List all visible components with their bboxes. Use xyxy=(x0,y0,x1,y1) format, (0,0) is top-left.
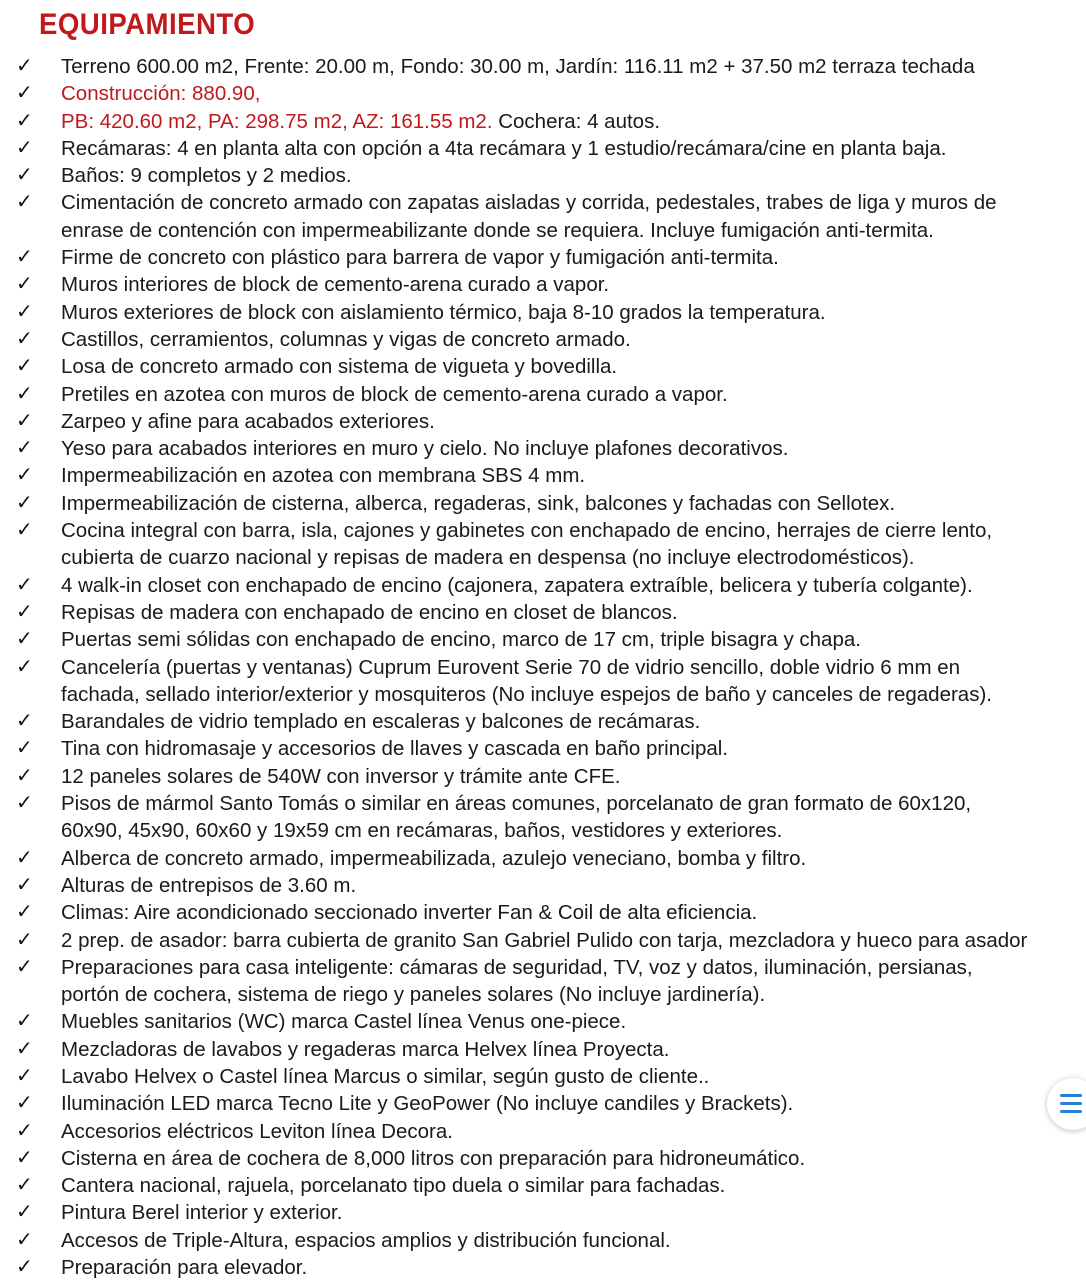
list-item-line: Climas: Aire acondicionado seccionado inverter Fan & Coil de alta eficiencia. xyxy=(61,901,758,925)
list-item xyxy=(0,189,1086,244)
checkmark-icon: ✓ xyxy=(16,1256,33,1279)
list-item-text xyxy=(61,1145,805,1172)
list-item xyxy=(0,735,1086,762)
checkmark-icon: ✓ xyxy=(16,873,33,896)
list-item-text xyxy=(61,1090,793,1117)
list-item-text xyxy=(61,927,1027,954)
list-item-text xyxy=(61,80,260,107)
list-item-line: Pretiles en azotea con muros de block de cemento-arena curado a vapor. xyxy=(61,382,728,406)
list-item-text xyxy=(61,1199,342,1226)
list-item-text xyxy=(61,1254,307,1281)
list-item-text xyxy=(61,408,435,435)
list-item xyxy=(0,435,1086,462)
list-item-text xyxy=(61,1118,453,1145)
checkmark-icon: ✓ xyxy=(16,82,33,105)
checkmark-icon: ✓ xyxy=(16,1119,33,1142)
hamburger-menu-icon xyxy=(1060,1094,1082,1118)
checkmark-icon: ✓ xyxy=(16,327,33,350)
list-item xyxy=(0,790,1086,845)
list-item xyxy=(0,462,1086,489)
checkmark-icon: ✓ xyxy=(16,1037,33,1060)
list-item xyxy=(0,1063,1086,1090)
checkmark-icon: ✓ xyxy=(16,491,33,514)
list-item-line: Cochera: 4 autos. xyxy=(492,109,661,133)
checkmark-icon: ✓ xyxy=(16,273,33,296)
list-item-line: Repisas de madera con enchapado de encino en closet de blancos. xyxy=(61,600,678,624)
list-item xyxy=(0,271,1086,298)
checkmark-icon: ✓ xyxy=(16,600,33,623)
list-item-text xyxy=(61,899,757,926)
checkmark-icon: ✓ xyxy=(16,1146,33,1169)
list-item xyxy=(0,53,1086,80)
list-item-text xyxy=(61,517,992,572)
list-item xyxy=(0,162,1086,189)
list-item xyxy=(0,1036,1086,1063)
checkmark-icon: ✓ xyxy=(16,136,33,159)
list-item-text xyxy=(61,1063,709,1090)
list-item xyxy=(0,1254,1086,1281)
list-item-line: Alturas de entrepisos de 3.60 m. xyxy=(61,873,357,897)
list-item-text xyxy=(61,189,997,244)
list-item xyxy=(0,135,1086,162)
checkmark-icon: ✓ xyxy=(16,437,33,460)
list-item-text xyxy=(61,462,585,489)
list-item xyxy=(0,654,1086,709)
list-item-line: 12 paneles solares de 540W con inversor y trámite ante CFE. xyxy=(61,764,621,788)
list-item-line: Losa de concreto armado con sistema de vigueta y bovedilla. xyxy=(61,355,618,379)
list-item-text xyxy=(61,353,617,380)
list-item-line: Yeso para acabados interiores en muro y cielo. No incluye plafones decorativos. xyxy=(61,437,789,461)
list-item xyxy=(0,572,1086,599)
list-item xyxy=(0,1172,1086,1199)
list-item-line: Cocina integral con barra, isla, cajones y gabinetes con enchapado de encino, herrajes de cierre lento, xyxy=(61,519,993,543)
list-item-line: Baños: 9 completos y 2 medios. xyxy=(61,164,352,188)
list-item-text xyxy=(61,381,728,408)
list-item-line: Terreno 600.00 m2, Frente: 20.00 m, Fondo: 30.00 m, Jardín: 116.11 m2 + 37.50 m2 terraza techada xyxy=(61,55,975,78)
list-item-line: Firme de concreto con plástico para barrera de vapor y fumigación anti-termita. xyxy=(61,246,779,270)
list-item-text xyxy=(61,53,975,80)
list-item-text xyxy=(61,790,971,845)
list-item-line: Tina con hidromasaje y accesorios de llaves y cascada en baño principal. xyxy=(61,737,728,761)
list-item-line: Impermeabilización en azotea con membrana SBS 4 mm. xyxy=(61,464,586,488)
list-item xyxy=(0,381,1086,408)
list-item xyxy=(0,1227,1086,1254)
checkmark-icon: ✓ xyxy=(16,109,33,132)
list-item xyxy=(0,299,1086,326)
list-item-continuation: cubierta de cuarzo nacional y repisas de madera en despensa (no incluye electrodomésticos). xyxy=(61,546,915,570)
list-item-text xyxy=(61,244,779,271)
list-item-text xyxy=(61,1008,626,1035)
list-item-text xyxy=(61,435,788,462)
list-item xyxy=(0,1008,1086,1035)
list-item-text xyxy=(61,599,678,626)
list-item-line: Cantera nacional, rajuela, porcelanato tipo duela o similar para fachadas. xyxy=(61,1174,726,1198)
list-item-line: Preparación para elevador. xyxy=(61,1256,308,1280)
list-item-text xyxy=(61,1036,669,1063)
checkmark-icon: ✓ xyxy=(16,191,33,214)
list-item xyxy=(0,517,1086,572)
list-item-line: Lavabo Helvex o Castel línea Marcus o similar, según gusto de cliente.. xyxy=(61,1064,710,1088)
list-item xyxy=(0,244,1086,271)
checkmark-icon: ✓ xyxy=(16,246,33,269)
list-item-text xyxy=(61,954,973,1009)
list-item-line: Pisos de mármol Santo Tomás o similar en áreas comunes, porcelanato de gran formato de 60x120, xyxy=(61,792,972,816)
list-item-line: Preparaciones para casa inteligente: cámaras de seguridad, TV, voz y datos, iluminación, persianas, xyxy=(61,955,973,979)
checkmark-icon: ✓ xyxy=(16,409,33,432)
list-item xyxy=(0,1145,1086,1172)
list-item-text xyxy=(61,763,620,790)
list-item-line: Barandales de vidrio templado en escaleras y balcones de recámaras. xyxy=(61,710,701,734)
list-item xyxy=(0,927,1086,954)
checkmark-icon: ✓ xyxy=(16,955,33,978)
list-item-line: Accesorios eléctricos Leviton línea Decora. xyxy=(61,1119,453,1143)
list-item xyxy=(0,80,1086,107)
list-item-line: Accesos de Triple-Altura, espacios amplios y distribución funcional. xyxy=(61,1228,671,1252)
list-item xyxy=(0,108,1086,135)
list-item-line: Muros exteriores de block con aislamiento térmico, baja 8-10 grados la temperatura. xyxy=(61,300,826,324)
list-item xyxy=(0,1199,1086,1226)
list-item xyxy=(0,954,1086,1009)
list-item-continuation: 60x90, 45x90, 60x60 y 19x59 cm en recámaras, baños, vestidores y exteriores. xyxy=(61,819,783,843)
checkmark-icon: ✓ xyxy=(16,655,33,678)
list-item xyxy=(0,1118,1086,1145)
list-item-line: Muros interiores de block de cemento-arena curado a vapor. xyxy=(61,273,610,297)
checkmark-icon: ✓ xyxy=(16,901,33,924)
list-item-text xyxy=(61,135,946,162)
list-item-line: Zarpeo y afine para acabados exteriores. xyxy=(61,409,435,433)
list-item-line: Cimentación de concreto armado con zapatas aisladas y corrida, pedestales, trabes de liga y muros de xyxy=(61,191,997,215)
checkmark-icon: ✓ xyxy=(16,628,33,651)
list-item-line: Impermeabilización de cisterna, alberca, regaderas, sink, balcones y fachadas con Sellotex. xyxy=(61,491,896,515)
list-item xyxy=(0,1090,1086,1117)
checkmark-icon: ✓ xyxy=(16,1174,33,1197)
list-item-line: Mezcladoras de lavabos y regaderas marca Helvex línea Proyecta. xyxy=(61,1037,670,1061)
checkmark-icon: ✓ xyxy=(16,164,33,187)
list-item-text xyxy=(61,490,895,517)
list-item-text xyxy=(61,572,973,599)
list-item-continuation: portón de cochera, sistema de riego y paneles solares (No incluye jardinería). xyxy=(61,983,766,1007)
list-item-line: Muebles sanitarios (WC) marca Castel línea Venus one-piece. xyxy=(61,1010,627,1034)
list-item-line: Iluminación LED marca Tecno Lite y GeoPower (No incluye candiles y Brackets). xyxy=(61,1092,794,1116)
checkmark-icon: ✓ xyxy=(16,710,33,733)
list-item xyxy=(0,326,1086,353)
list-item xyxy=(0,353,1086,380)
list-item-text xyxy=(61,708,700,735)
checkmark-icon: ✓ xyxy=(16,1228,33,1251)
list-item-text xyxy=(61,299,826,326)
checkmark-icon: ✓ xyxy=(16,464,33,487)
list-item-line: Pintura Berel interior y exterior. xyxy=(61,1201,343,1225)
checkmark-icon: ✓ xyxy=(16,55,33,77)
list-item-text xyxy=(61,845,806,872)
section-title: EQUIPAMIENTO xyxy=(39,8,256,41)
checkmark-icon: ✓ xyxy=(16,1010,33,1033)
list-item-text xyxy=(61,654,992,709)
list-item xyxy=(0,490,1086,517)
list-item-text xyxy=(61,271,609,298)
checkmark-icon: ✓ xyxy=(16,573,33,596)
list-item-text xyxy=(61,162,352,189)
checkmark-icon: ✓ xyxy=(16,1064,33,1087)
list-item-line: 2 prep. de asador: barra cubierta de granito San Gabriel Pulido con tarja, mezcladora y hueco para asador xyxy=(61,928,1028,952)
checkmark-icon: ✓ xyxy=(16,1201,33,1224)
list-item xyxy=(0,872,1086,899)
equipment-list xyxy=(0,53,1086,1281)
list-item-text xyxy=(61,108,660,135)
list-item-line: Recámaras: 4 en planta alta con opción a 4ta recámara y 1 estudio/recámara/cine en planta baja. xyxy=(61,136,947,160)
checkmark-icon: ✓ xyxy=(16,846,33,869)
list-item-text xyxy=(61,872,356,899)
list-item xyxy=(0,408,1086,435)
list-item-continuation: fachada, sellado interior/exterior y mosquiteros (No incluye espejos de baño y canceles de regaderas). xyxy=(61,682,992,706)
list-item xyxy=(0,626,1086,653)
list-item-line: Cancelería (puertas y ventanas) Cuprum Eurovent Serie 70 de vidrio sencillo, doble vidrio 6 mm en xyxy=(61,655,961,679)
list-item-line: Castillos, cerramientos, columnas y vigas de concreto armado. xyxy=(61,327,631,351)
checkmark-icon: ✓ xyxy=(16,300,33,323)
checkmark-icon: ✓ xyxy=(16,737,33,760)
list-item-line: Puertas semi sólidas con enchapado de encino, marco de 17 cm, triple bisagra y chapa. xyxy=(61,628,861,652)
list-item-text xyxy=(61,735,728,762)
list-item-line: 4 walk-in closet con enchapado de encino (cajonera, zapatera extraíble, belicera y tubería colgante). xyxy=(61,573,973,597)
highlighted-text: PB: 420.60 m2, PA: 298.75 m2, AZ: 161.55 m2. xyxy=(61,109,493,133)
list-item xyxy=(0,763,1086,790)
checkmark-icon: ✓ xyxy=(16,792,33,815)
list-item xyxy=(0,899,1086,926)
checkmark-icon: ✓ xyxy=(16,382,33,405)
checkmark-icon: ✓ xyxy=(16,764,33,787)
list-item-continuation: enrase de contención con impermeabilizante donde se requiera. Incluye fumigación anti-termita. xyxy=(61,218,934,242)
checkmark-icon: ✓ xyxy=(16,928,33,951)
checkmark-icon: ✓ xyxy=(16,1092,33,1115)
checkmark-icon: ✓ xyxy=(16,355,33,378)
list-item-line: Cisterna en área de cochera de 8,000 litros con preparación para hidroneumático. xyxy=(61,1146,806,1170)
list-item xyxy=(0,845,1086,872)
list-item-text xyxy=(61,326,631,353)
list-item-text xyxy=(61,1227,671,1254)
list-item-text xyxy=(61,626,861,653)
list-item xyxy=(0,708,1086,735)
list-item-line: Alberca de concreto armado, impermeabilizada, azulejo veneciano, bomba y filtro. xyxy=(61,846,807,870)
checkmark-icon: ✓ xyxy=(16,519,33,542)
list-item xyxy=(0,599,1086,626)
highlighted-text: Construcción: 880.90, xyxy=(61,82,261,106)
list-item-text xyxy=(61,1172,725,1199)
